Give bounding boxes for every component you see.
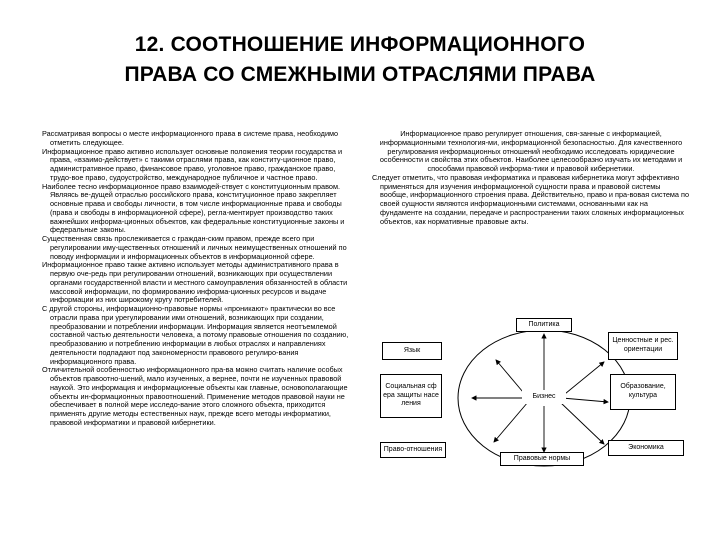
left-paragraph-2: Информационное право активно использует основные положения теории государства и права, «взаимо-действует» с такими отраслями права, как конститу-ционное право, административное право, финансовое право, уголовное право, гражданское право, трудо-вое право, судоустройство, международное публичное и частное право. bbox=[42, 146, 343, 182]
left-paragraph-7: Отличительной особенностью информационного пра-ва можно считать наличие особых объектов правоотно-шений, мало изученных, а вернее, почти не изученных правовой наукой. Это информация и информационные объекты как главные, основополагающие объекты ин-формационных правоотношений. Применение методов правовой науки не обеспечивает в полной мере исследо-вание этого сложного объекта, приходится применять другие методы естественных наук, прежде всего методы информатики, правовой информатики и правовой кибернетики. bbox=[42, 365, 348, 427]
left-paragraph-1: Рассматривая вопросы о месте информационного права в системе права, необходимо отметить следующее. bbox=[42, 129, 339, 147]
arrow-to-education bbox=[562, 398, 608, 402]
arrow-to-economy bbox=[560, 402, 604, 444]
diagram-center-business: Бизнес bbox=[522, 390, 566, 404]
slide-title-line-2: ПРАВА СО СМЕЖНЫМИ ОТРАСЛЯМИ ПРАВА bbox=[124, 63, 596, 86]
left-text-column bbox=[42, 130, 354, 428]
left-paragraph-3: Наиболее тесно информационное право взаимодей-ствует с конституционным правом. Являясь ве-дущей отраслью российского права, конституционное право закрепляет основные права и свободы личности, в том числе информационные права и свободы (права и свободы в информационной сфере), регла-ментирует производство таких важнейших информа-ционных объектов, как федеральные конституционные законы и федеральные законы. bbox=[42, 181, 345, 235]
left-paragraph-4: Существенная связь прослеживается с граждан-ским правом, прежде всего при регулировании иму-щественных отношений и личных неимущественных отношений по поводу информации и информационных объектов в информационной сфере. bbox=[42, 234, 347, 261]
arrow-to-values bbox=[560, 362, 604, 398]
arrow-to-relations bbox=[494, 402, 528, 442]
diagram-box-relations: Право-отношения bbox=[380, 442, 446, 458]
left-paragraph-6: С другой стороны, информационно-правовые нормы «проникают» практически во все отрасли права при урегулировании ими отношений, возникающих при создании, преобразовании и потреблении информации. Информация является неотъемлемой составной частью деятельности человека, а потому правовые отношения по созданию, преобразованию и потреблению информации в любых отраслях и направлениях деятельности подпадают под закономерности правового регулиро-вания информационного права. bbox=[42, 304, 349, 366]
diagram-box-language: Язык bbox=[382, 342, 442, 360]
right-paragraph-2: Следует отметить, что правовая информатика и правовая кибернетика могут эффективно применяться для изучения информационной сущности права и правовой системы вообще, информационного строения права. Действительно, право и пра-вовая система по своей сущности являются информационными системами, основанными как на фундаменте на создании, передаче и распространении таких сложных информационных объектов, как нормативные правовые акты. bbox=[372, 172, 689, 226]
diagram-box-norms: Правовые нормы bbox=[500, 452, 584, 466]
right-paragraph-1: Информационное право регулирует отношения, свя-занные с информацией, информационными технология-ми, информационной безопасностью. Для качественного регулирования информационных отношений необходимо исследовать юридические особенности и свойства этих объектов. Наиболее целесообразно изучать их методами и способами правовой информа-тики и правовой кибернетики. bbox=[379, 129, 683, 173]
diagram-box-economy: Экономика bbox=[608, 440, 684, 456]
diagram-box-education: Образование, культура bbox=[610, 374, 676, 410]
right-text-column bbox=[372, 130, 690, 226]
relations-diagram bbox=[376, 312, 698, 482]
diagram-box-politics: Политика bbox=[516, 318, 572, 332]
diagram-box-social: Социальная сф ера защиты насе ления bbox=[380, 374, 442, 418]
slide-title bbox=[20, 30, 700, 90]
diagram-box-values: Ценностные и рес. ориентации bbox=[608, 332, 678, 360]
left-paragraph-5: Информационное право также активно использует методы административного права в первую оче-редь при регулировании отношений, возникающих при осуществлении органами государственной власти и местного самоуправления обязанностей в области массовой информации, по формированию информа-ционных ресурсов и выдаче информации из них широкому кругу потребителей. bbox=[42, 260, 348, 305]
slide-title-line-1: 12. СООТНОШЕНИЕ ИНФОРМАЦИОННОГО bbox=[134, 33, 586, 56]
